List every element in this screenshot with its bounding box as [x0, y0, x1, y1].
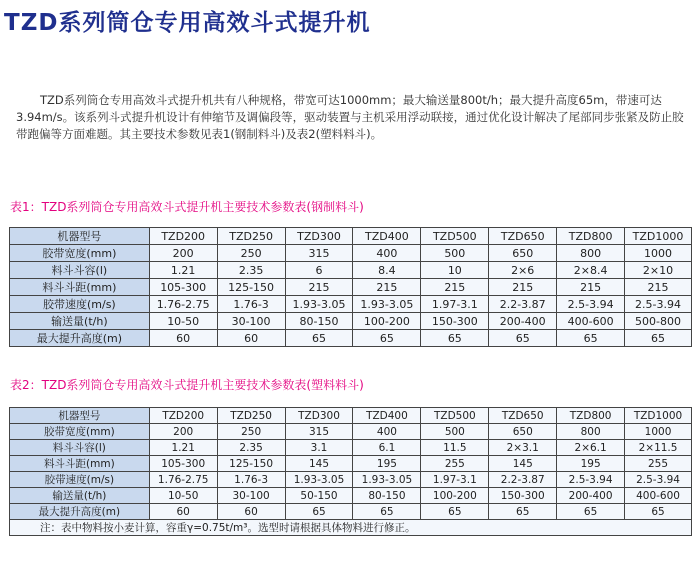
table-cell: 1.76-2.75	[149, 472, 217, 488]
table-cell: 2×11.5	[625, 440, 692, 456]
table-cell: 200-400	[489, 313, 557, 330]
table-cell: 200	[149, 424, 217, 440]
intro-paragraph: TZD系列筒仓专用高效斗式提升机共有八种规格，带宽可达1000mm；最大输送量800t/h；最大提升高度65m，带速可达3.94m/s。该系列斗式提升机设计有伸缩节及调偏段等，驱动装置与主机采用浮动联接，通过优化设计解决了尾部同步张紧及防止胶带跑偏等方面难题。其主要技术参数见表1(钢制料斗)及表2(塑料料斗)。	[16, 93, 684, 141]
table-cell: 125-150	[217, 279, 285, 296]
table-cell: TZD300	[285, 408, 353, 424]
table-cell: 2.5-3.94	[625, 472, 692, 488]
table1-caption-text: TZD系列筒仓专用高效斗式提升机主要技术参数表(钢制料斗)	[41, 200, 364, 214]
table-cell: 2×10	[625, 262, 692, 279]
table-cell: TZD400	[353, 228, 421, 245]
table-cell: 2×3.1	[489, 440, 557, 456]
table1-steel-buckets	[9, 227, 692, 347]
table-cell: 315	[285, 424, 353, 440]
table-cell: 2×6	[489, 262, 557, 279]
table-cell: 400	[353, 424, 421, 440]
table-cell: 2.35	[217, 262, 285, 279]
table-row	[10, 440, 692, 456]
table-cell: 125-150	[217, 456, 285, 472]
table-row	[10, 245, 692, 262]
table-cell: 500-800	[625, 313, 692, 330]
table-cell: 30-100	[217, 488, 285, 504]
table-cell: 3.1	[285, 440, 353, 456]
table-cell: 255	[421, 456, 489, 472]
table-cell: 65	[557, 504, 625, 520]
row-label: 料斗斗距(mm)	[10, 456, 150, 472]
table-cell: 65	[353, 504, 421, 520]
row-label: 输送量(t/h)	[10, 313, 150, 330]
table-cell: 215	[421, 279, 489, 296]
table-row	[10, 296, 692, 313]
table-cell: 100-200	[353, 313, 421, 330]
row-label: 料斗斗容(l)	[10, 262, 150, 279]
table-cell: 195	[353, 456, 421, 472]
table-cell: 400-600	[625, 488, 692, 504]
table-cell: TZD250	[217, 408, 285, 424]
table-cell: 400-600	[557, 313, 625, 330]
table-cell: 400	[353, 245, 421, 262]
table-cell: 2.2-3.87	[489, 296, 557, 313]
table-cell: 65	[625, 504, 692, 520]
table-cell: 1000	[625, 245, 692, 262]
table-cell: 65	[489, 330, 557, 347]
table-cell: 215	[625, 279, 692, 296]
table-row	[10, 330, 692, 347]
table-cell: 1.93-3.05	[353, 472, 421, 488]
table-cell: 2.5-3.94	[625, 296, 692, 313]
table-cell: 150-300	[421, 313, 489, 330]
table-cell: 1.97-3.1	[421, 296, 489, 313]
table-cell: 10-50	[149, 488, 217, 504]
table-cell: 650	[489, 245, 557, 262]
table-cell: 195	[557, 456, 625, 472]
table-cell: 2.5-3.94	[557, 296, 625, 313]
table-cell: 2×8.4	[557, 262, 625, 279]
row-label: 料斗斗容(l)	[10, 440, 150, 456]
table-cell: 215	[557, 279, 625, 296]
table-cell: 800	[557, 245, 625, 262]
table1-caption	[10, 198, 364, 215]
table-cell: 65	[285, 504, 353, 520]
row-label: 胶带速度(m/s)	[10, 472, 150, 488]
table-cell: 1.21	[149, 440, 217, 456]
table-cell: 500	[421, 245, 489, 262]
table-cell: 8.4	[353, 262, 421, 279]
table-cell: TZD800	[557, 408, 625, 424]
table-cell: 65	[557, 330, 625, 347]
table-cell: 60	[149, 504, 217, 520]
table-cell: 65	[625, 330, 692, 347]
table-cell: 50-150	[285, 488, 353, 504]
table2-caption-number: 表2：	[10, 378, 42, 392]
table-cell: TZD250	[217, 228, 285, 245]
row-label: 最大提升高度(m)	[10, 330, 150, 347]
table-cell: TZD1000	[625, 408, 692, 424]
table-cell: 60	[149, 330, 217, 347]
table-cell: 1.76-2.75	[149, 296, 217, 313]
table-cell: 215	[285, 279, 353, 296]
table-cell: 6.1	[353, 440, 421, 456]
table-cell: 65	[421, 504, 489, 520]
page-title: TZD系列筒仓专用高效斗式提升机	[4, 10, 371, 36]
table2-caption-text: TZD系列筒仓专用高效斗式提升机主要技术参数表(塑料料斗)	[41, 378, 364, 392]
row-label: 输送量(t/h)	[10, 488, 150, 504]
table-cell: 250	[217, 245, 285, 262]
table-cell: 80-150	[353, 488, 421, 504]
table2-caption	[10, 376, 364, 393]
table-cell: 100-200	[421, 488, 489, 504]
table-cell: TZD650	[489, 408, 557, 424]
table-cell: 60	[217, 330, 285, 347]
table-cell: 10-50	[149, 313, 217, 330]
table-row	[10, 424, 692, 440]
table-row	[10, 472, 692, 488]
row-label: 最大提升高度(m)	[10, 504, 150, 520]
table-row	[10, 504, 692, 520]
table-note: 注：表中物料按小麦计算，容重γ=0.75t/m³。选型时请根据具体物料进行修正。	[10, 520, 692, 536]
table-cell: 65	[489, 504, 557, 520]
table-cell: 2.2-3.87	[489, 472, 557, 488]
table-cell: 150-300	[489, 488, 557, 504]
table-cell: 315	[285, 245, 353, 262]
table-cell: TZD650	[489, 228, 557, 245]
row-label: 机器型号	[10, 228, 150, 245]
table-cell: TZD200	[149, 408, 217, 424]
row-label: 胶带速度(m/s)	[10, 296, 150, 313]
table-cell: 2.35	[217, 440, 285, 456]
row-label: 料斗斗距(mm)	[10, 279, 150, 296]
table-row	[10, 456, 692, 472]
table-cell: 1.97-3.1	[421, 472, 489, 488]
table-cell: 105-300	[149, 456, 217, 472]
table-cell: 255	[625, 456, 692, 472]
table-cell: 145	[285, 456, 353, 472]
table-cell: 250	[217, 424, 285, 440]
table-cell: TZD500	[421, 228, 489, 245]
table-row	[10, 408, 692, 424]
row-label: 胶带宽度(mm)	[10, 424, 150, 440]
table-cell: 500	[421, 424, 489, 440]
table-cell: 215	[489, 279, 557, 296]
table-cell: 1.93-3.05	[285, 472, 353, 488]
table-cell: 1.76-3	[217, 296, 285, 313]
table-cell: 11.5	[421, 440, 489, 456]
table-cell: 10	[421, 262, 489, 279]
table-cell: 650	[489, 424, 557, 440]
table-cell: 1000	[625, 424, 692, 440]
table-row	[10, 488, 692, 504]
table-cell: 200	[149, 245, 217, 262]
table-cell: 800	[557, 424, 625, 440]
table-cell: 65	[421, 330, 489, 347]
table-cell: 1.21	[149, 262, 217, 279]
table-row	[10, 279, 692, 296]
row-label: 胶带宽度(mm)	[10, 245, 150, 262]
table-cell: 105-300	[149, 279, 217, 296]
table-cell: TZD400	[353, 408, 421, 424]
table-cell: 65	[285, 330, 353, 347]
table-cell: 1.93-3.05	[285, 296, 353, 313]
table-cell: 65	[353, 330, 421, 347]
row-label: 机器型号	[10, 408, 150, 424]
table-cell: 1.93-3.05	[353, 296, 421, 313]
table-cell: 1.76-3	[217, 472, 285, 488]
table-cell: 6	[285, 262, 353, 279]
table-note-row	[10, 520, 692, 536]
table-cell: 215	[353, 279, 421, 296]
table2-plastic-buckets	[9, 407, 692, 536]
table-cell: TZD1000	[625, 228, 692, 245]
table1-caption-number: 表1：	[10, 200, 42, 214]
table-cell: 30-100	[217, 313, 285, 330]
table-cell: 2×6.1	[557, 440, 625, 456]
table-row	[10, 228, 692, 245]
table-cell: 80-150	[285, 313, 353, 330]
table-row	[10, 313, 692, 330]
table-cell: 60	[217, 504, 285, 520]
table-row	[10, 262, 692, 279]
table-cell: 2.5-3.94	[557, 472, 625, 488]
table-cell: 145	[489, 456, 557, 472]
table-cell: TZD500	[421, 408, 489, 424]
table-cell: TZD200	[149, 228, 217, 245]
table-cell: TZD300	[285, 228, 353, 245]
table-cell: TZD800	[557, 228, 625, 245]
table-cell: 200-400	[557, 488, 625, 504]
